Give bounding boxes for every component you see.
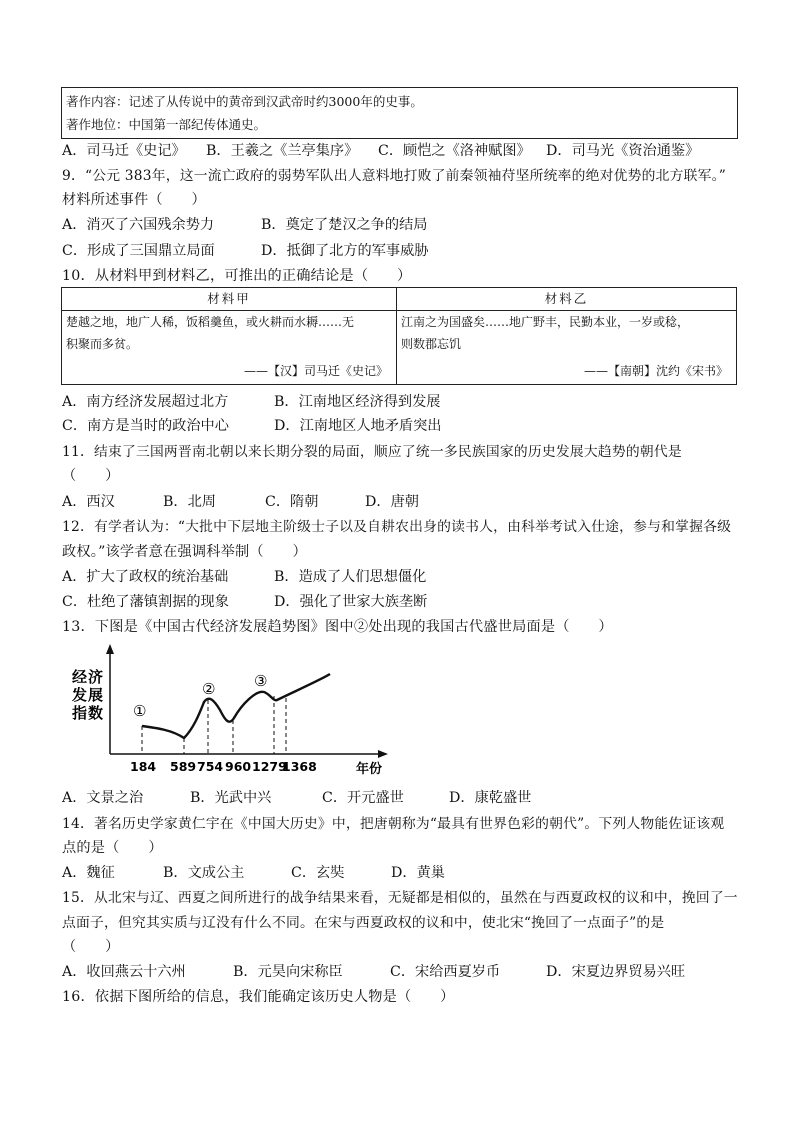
- chart-ylabel-part2: 济: [88, 668, 104, 686]
- q11-option-c[interactable]: C．隋朝: [265, 494, 319, 510]
- q8-option-c[interactable]: C．顾恺之《洛神赋图》: [378, 143, 531, 159]
- q10-material-b-line1: 江南之为国盛矣……地广野丰，民勤本业，一岁或稔，: [401, 315, 690, 329]
- q16-stem: 16．依据下图所给的信息，我们能确定该历史人物是（ ）: [62, 989, 455, 1005]
- q12-option-c[interactable]: C．杜绝了藩镇割据的现象: [62, 594, 229, 610]
- q15-option-c[interactable]: C．宋给西夏岁币: [390, 964, 501, 980]
- q15-option-d[interactable]: D．宋夏边界贸易兴旺: [546, 964, 686, 980]
- q14-option-c[interactable]: C．玄奘: [291, 865, 345, 881]
- q12-option-a[interactable]: A．扩大了政权的统治基础: [62, 569, 229, 585]
- q13-option-a[interactable]: A．文景之治: [62, 790, 144, 806]
- q10-option-b[interactable]: B．江南地区经济得到发展: [274, 394, 441, 410]
- q11-stem-line2: （ ）: [62, 468, 120, 484]
- q12-stem-line1: 12．有学者认为：“大批中下层地主阶级士子以及自耕农出身的读书人，由科举考试入仕途，参与和掌握各级: [62, 519, 732, 535]
- q11-option-a[interactable]: A．西汉: [62, 494, 115, 510]
- chart-marker-3: ③: [254, 672, 268, 690]
- q15-stem-line1: 15．从北宋与辽、西夏之间所进行的战争结果来看，无疑都是相似的，虽然在与西夏政权的议和中，挽回了一: [62, 890, 738, 906]
- q8-option-d[interactable]: D．司马光《资治通鉴》: [546, 143, 700, 159]
- q8-content-text: 著作内容：记述了从传说中的黄帝到汉武帝时约3000年的史事。: [66, 94, 423, 109]
- q10-header-b: 材料乙: [397, 288, 737, 311]
- q15-option-b[interactable]: B．元昊向宋称臣: [233, 964, 343, 980]
- q11-stem-line1: 11．结束了三国两晋南北朝以来长期分裂的局面，顺应了统一多民族国家的历史发展大趋势的朝代是: [62, 444, 682, 460]
- q12-option-d[interactable]: D．强化了世家大族垄断: [274, 594, 428, 610]
- chart-ylabel-part3: 发: [72, 686, 88, 704]
- q12-option-b[interactable]: B．造成了人们思想僵化: [274, 569, 427, 585]
- q9-stem-line2: 材料所述事件（ ）: [62, 192, 206, 208]
- chart-ylabel-part1: 经: [72, 668, 88, 686]
- q10-option-c[interactable]: C．南方是当时的政治中心: [62, 418, 229, 434]
- q15-stem-line2: 点面子，但究其实质与辽没有什么不同。在宋与西夏政权的议和中，使北宋“挽回了一点面子”的是: [62, 915, 665, 931]
- q9-stem-line1: 9．“公元 383年，这一流亡政府的弱势军队出人意料地打败了前秦领袖苻坚所统率的绝对优势的北方联军。”: [62, 168, 726, 184]
- q10-material-a-line2: 积聚而多贫。: [66, 337, 139, 351]
- q15-stem-line3: （ ）: [62, 939, 120, 955]
- q10-option-a[interactable]: A．南方经济发展超过北方: [62, 394, 229, 410]
- q14-stem-line1: 14．著名历史学家黄仁宇在《中国大历史》中，把唐朝称为“最具有世界色彩的朝代”。下列人物能佐证该观: [62, 816, 725, 832]
- q13-option-c[interactable]: C．开元盛世: [322, 790, 404, 806]
- chart-marker-2: ②: [202, 680, 216, 698]
- economic-trend-chart: [62, 640, 402, 785]
- q15-option-a[interactable]: A．收回燕云十六州: [62, 964, 186, 980]
- q8-status-text: 著作地位：中国第一部纪传体通史。: [66, 117, 267, 132]
- q8-material-box: [61, 87, 738, 139]
- chart-ylabel-part4: 展: [88, 686, 104, 704]
- chart-xtick-184: 184: [130, 759, 157, 774]
- q10-option-d[interactable]: D．江南地区人地矛盾突出: [274, 418, 442, 434]
- q9-option-d[interactable]: D．抵御了北方的军事威胁: [261, 243, 429, 259]
- q10-material-a-line1: 楚越之地，地广人稀，饭稻羹鱼，或火耕而水耨……无: [66, 315, 355, 329]
- q10-material-table: [61, 287, 737, 385]
- q14-stem-line2: 点的是（ ）: [62, 840, 163, 856]
- q11-option-d[interactable]: D．唐朝: [365, 494, 419, 510]
- q9-option-a[interactable]: A．消灭了六国残余势力: [62, 217, 215, 233]
- q12-stem-line2: 政权。”该学者意在强调科举制（ ）: [62, 544, 307, 560]
- q10-source-b: ——【南朝】沈约《宋书》: [583, 364, 728, 378]
- q9-option-b[interactable]: B．奠定了楚汉之争的结局: [261, 217, 428, 233]
- q10-source-a: ——【汉】司马迁《史记》: [243, 364, 388, 378]
- q10-stem: 10．从材料甲到材料乙，可推出的正确结论是（ ）: [62, 268, 412, 284]
- q11-option-b[interactable]: B．北周: [163, 494, 216, 510]
- q13-option-d[interactable]: D．康乾盛世: [449, 790, 532, 806]
- chart-trend-line: [142, 674, 330, 738]
- q8-option-a[interactable]: A．司马迁《史记》: [62, 143, 186, 159]
- chart-x-axis-arrow: [378, 750, 388, 758]
- q14-option-d[interactable]: D．黄巢: [391, 865, 445, 881]
- q10-material-a: [62, 311, 397, 385]
- chart-ylabel-part5: 指: [72, 704, 88, 722]
- economic-trend-chart-svg: [62, 640, 402, 785]
- chart-marker-1: ①: [133, 702, 147, 720]
- q13-stem: 13．下图是《中国古代经济发展趋势图》图中②处出现的我国古代盛世局面是（ ）: [62, 619, 613, 635]
- q10-material-b: [397, 311, 737, 385]
- q8-option-b[interactable]: B．王羲之《兰亭集序》: [206, 143, 359, 159]
- q14-option-a[interactable]: A．魏征: [62, 865, 115, 881]
- q14-option-b[interactable]: B．文成公主: [163, 865, 245, 881]
- chart-xtick-1279: 1279: [252, 759, 287, 774]
- chart-xtick-960: 960: [225, 759, 252, 774]
- q10-header-a: 材料甲: [62, 288, 397, 311]
- q10-material-b-line2: 则数郡忘饥: [401, 337, 462, 351]
- q13-option-b[interactable]: B．光武中兴: [190, 790, 272, 806]
- q9-option-c[interactable]: C．形成了三国鼎立局面: [62, 243, 215, 259]
- chart-xlabel: 年份: [356, 762, 383, 777]
- chart-xtick-754: 754: [197, 759, 224, 774]
- chart-xtick-1368: 1368: [282, 759, 317, 774]
- chart-xtick-589: 589: [170, 759, 197, 774]
- chart-ylabel-part6: 数: [88, 704, 104, 722]
- chart-y-axis-arrow: [106, 644, 114, 654]
